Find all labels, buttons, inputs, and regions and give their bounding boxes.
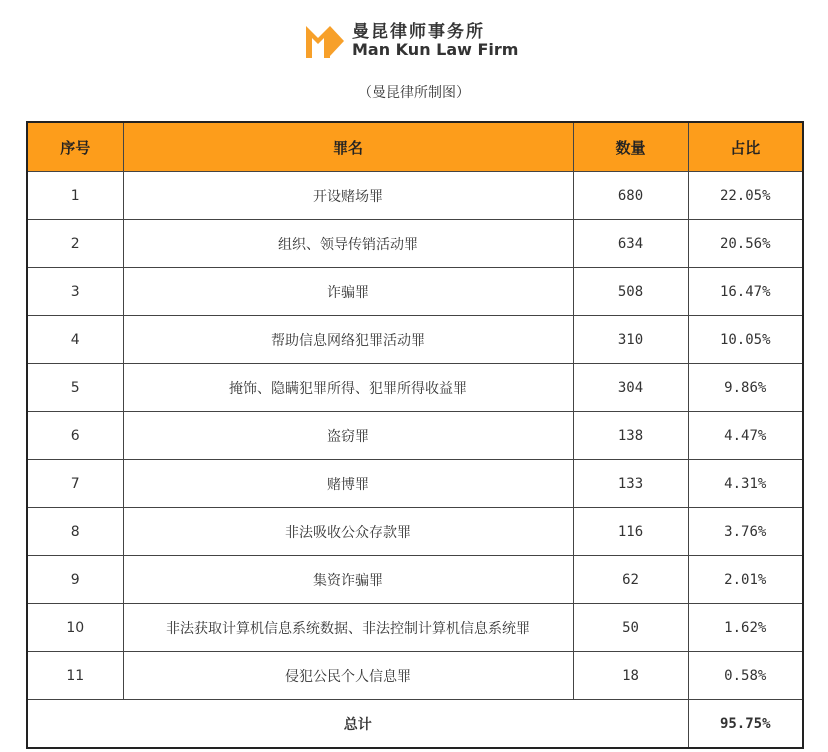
row-index: 7 bbox=[27, 460, 123, 508]
row-crime: 侵犯公民个人信息罪 bbox=[123, 652, 573, 700]
row-crime: 掩饰、隐瞒犯罪所得、犯罪所得收益罪 bbox=[123, 364, 573, 412]
table-row bbox=[27, 172, 803, 220]
table-row bbox=[27, 316, 803, 364]
row-ratio: 2.01% bbox=[688, 556, 803, 604]
row-ratio: 9.86% bbox=[688, 364, 803, 412]
row-count: 138 bbox=[573, 412, 688, 460]
column-header-count: 数量 bbox=[573, 122, 688, 172]
row-ratio: 22.05% bbox=[688, 172, 803, 220]
row-index: 4 bbox=[27, 316, 123, 364]
row-ratio: 3.76% bbox=[688, 508, 803, 556]
row-crime: 组织、领导传销活动罪 bbox=[123, 220, 573, 268]
row-index: 5 bbox=[27, 364, 123, 412]
row-ratio: 4.31% bbox=[688, 460, 803, 508]
row-crime: 诈骗罪 bbox=[123, 268, 573, 316]
row-index: 6 bbox=[27, 412, 123, 460]
row-index: 1 bbox=[27, 172, 123, 220]
row-count: 304 bbox=[573, 364, 688, 412]
row-index: 9 bbox=[27, 556, 123, 604]
row-crime: 非法获取计算机信息系统数据、非法控制计算机信息系统罪 bbox=[123, 604, 573, 652]
row-crime: 盗窃罪 bbox=[123, 412, 573, 460]
row-index: 10 bbox=[27, 604, 123, 652]
column-header-index: 序号 bbox=[27, 122, 123, 172]
row-ratio: 1.62% bbox=[688, 604, 803, 652]
row-ratio: 10.05% bbox=[688, 316, 803, 364]
table-row bbox=[27, 652, 803, 700]
row-count: 18 bbox=[573, 652, 688, 700]
crime-statistics-table bbox=[26, 121, 804, 749]
firm-logo bbox=[304, 22, 518, 60]
total-row bbox=[27, 700, 803, 749]
column-header-ratio: 占比 bbox=[688, 122, 803, 172]
row-index: 8 bbox=[27, 508, 123, 556]
row-count: 116 bbox=[573, 508, 688, 556]
row-index: 11 bbox=[27, 652, 123, 700]
figure-caption: （曼昆律所制图） bbox=[358, 85, 470, 101]
row-count: 62 bbox=[573, 556, 688, 604]
row-count: 310 bbox=[573, 316, 688, 364]
row-count: 133 bbox=[573, 460, 688, 508]
row-count: 508 bbox=[573, 268, 688, 316]
table-row bbox=[27, 220, 803, 268]
row-crime: 非法吸收公众存款罪 bbox=[123, 508, 573, 556]
row-ratio: 0.58% bbox=[688, 652, 803, 700]
table-row bbox=[27, 556, 803, 604]
row-index: 3 bbox=[27, 268, 123, 316]
table-row bbox=[27, 460, 803, 508]
total-label: 总计 bbox=[27, 700, 688, 749]
total-ratio: 95.75% bbox=[688, 700, 803, 749]
row-count: 50 bbox=[573, 604, 688, 652]
column-header-crime: 罪名 bbox=[123, 122, 573, 172]
table-row bbox=[27, 604, 803, 652]
row-ratio: 4.47% bbox=[688, 412, 803, 460]
row-ratio: 20.56% bbox=[688, 220, 803, 268]
row-count: 634 bbox=[573, 220, 688, 268]
table-row bbox=[27, 364, 803, 412]
logo-chinese-name: 曼昆律师事务所 bbox=[352, 21, 485, 42]
row-crime: 集资诈骗罪 bbox=[123, 556, 573, 604]
row-crime: 开设赌场罪 bbox=[123, 172, 573, 220]
row-crime: 帮助信息网络犯罪活动罪 bbox=[123, 316, 573, 364]
table-row bbox=[27, 412, 803, 460]
logo-english-name: Man Kun Law Firm bbox=[352, 39, 519, 59]
row-ratio: 16.47% bbox=[688, 268, 803, 316]
table-row bbox=[27, 268, 803, 316]
table-header-row bbox=[27, 122, 803, 172]
logo-mark-icon bbox=[304, 22, 346, 60]
row-index: 2 bbox=[27, 220, 123, 268]
row-crime: 赌博罪 bbox=[123, 460, 573, 508]
table-row bbox=[27, 508, 803, 556]
row-count: 680 bbox=[573, 172, 688, 220]
